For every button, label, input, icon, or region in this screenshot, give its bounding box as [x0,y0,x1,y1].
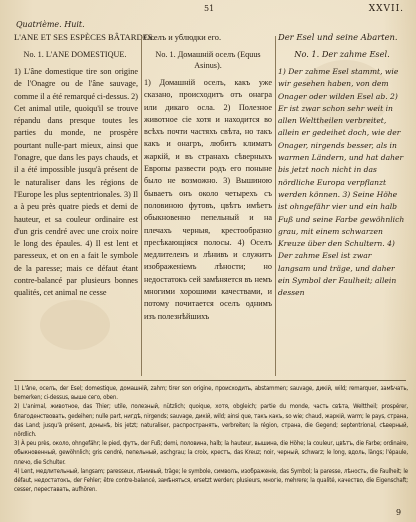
footnote-2: 2) L'animal, животное, das Thier; utile, полезный, nützlich; quoique, хотя, obgleich; partie du monde, часть свѣта, Welttheil; prospérer, благоденствовать, gedeihen; nulle part, нигдѣ, nirgends; sauvage, дикій, wild; ainsi que, такъ какъ, so wie; chaud, жаркій, warm; le pays, страна, das Land; jusqu'à présent, донынѣ, bis jetzt; naturaliser, распространять, verbreiten; la région, страна, die Gegend; septentrional, сѣверный, nördlich. [14,403,408,439]
page-number: 51 [204,4,215,13]
section-number: XXVII. [368,4,404,14]
footnote-3: 3) À peu près, около, ohngefähr; le pied, футъ, der Fuß; demi, половина, halb; la hauteur, вышина, die Höhe; la couleur, цвѣтъ, die Farbe; ordinaire, обыкновенный, gewöhnlich; gris cendré, пепельный, aschgrau; la croix, крестъ, das Kreuz; noir, черный, schwarz; le long, вдоль, längs; l'épaule, плечо, die Schulter. [14,440,408,466]
footnote-separator [14,380,406,381]
running-head: Quatrième. Huit. [16,20,85,29]
signature-mark: 9 [396,508,402,517]
french-column [14,32,155,378]
russian-subtitle: No. 1. Домашній оселъ (Equus Asinus). [155,50,261,70]
footnote-1: 1) L'âne, ocелъ, der Esel; domestique, домашній, zahm; tirer son origine, происходить, abstammen; sauvage, дикій, wild; remarquer, замѣчать, bemerken; ci-dessus, выше сего, oben. [14,385,408,402]
german-subtitle: No. 1. Der zahme Esel. [294,49,390,59]
french-body: 1) L'âne domestique tire son origine de l'Onagre ou de l'âne sauvage, comme il a été remarqué ci-dessus. 2) Cet animal utile, quoiqu'il se trouve répandu dans presque toutes les parties du monde, ne prospère pourtant nulle-part mieux, ainsi que l'onagre, que dans les pays chauds, et il a été impossible jusqu'à présent de le naturaliser dans les régions de l'Europe les plus septentrionales. 3) Il a à peu près quatre pieds et demi de hauteur, et sa couleur ordinaire est d'un gris cendré avec une croix noire le long des épaules. 4) Il est lent et paresseux, et on en a fait le symbole de la paresse; mais ce défaut étant contre-balancé par plusieurs bonnes qualités, cet animal ne cesse [14,67,138,298]
german-column [278,32,406,378]
french-subtitle: No. 1. L'ANE DOMESTIQUE. [23,50,127,59]
column-divider [141,36,142,376]
russian-title: Оселъ и ублюдки его. [144,33,222,42]
german-title: Der Esel und seine Abarten. [278,32,398,42]
column-divider [275,36,276,376]
russian-column [144,32,272,378]
footnote-4: 4) Lent, медлительный, langsam; paresseux, лѣнивый, träge; le symbole, символъ, изображеніе, das Symbol; la paresse, лѣность, die Faulheit; le défaut, недостатокъ, der Fehler; être contre-balancé, замѣняться, ersetzt werden; plusieurs, многіе, mehrere; la qualité, качество, die Eigenschaft; cesser, переставать, aufhören. [14,467,408,494]
french-title: L'ANE ET SES ESPÈCES BÂTARDES. [14,32,155,42]
footnotes [14,384,408,512]
russian-body: 1) Домашній оселъ, какъ уже сказано, происходитъ отъ онагра или дикаго осла. 2) Полезное животное сіе хотя и находится во всѣхъ почти частяхъ свѣта, но такъ какъ и онагръ, любитъ климатъ жаркій, и въ странахъ сѣверныхъ Европы развести родъ его поныне было не возможно. 3) Вышиною бываетъ онъ около четырехъ съ половиною футовъ, цвѣтъ имѣетъ обыкновенно пепельный и на плечахъ черныя, крестообразно пресѣкающіяся полосы. 4) Оселъ медлителенъ и лѣнивъ и служитъ изображеніемъ лѣности; но недостатокъ сей замѣняется въ немъ многими хорошими качествами, и потому почитается оселъ однимъ изъ полезнѣйшихъ [144,78,272,321]
german-body: 1) Der zahme Esel stammt, wie wir gesehen haben, von dem Onager oder wilden Esel ab. 2) Er ist zwar schon sehr weit in allen Welttheilen verbreitet, allein er gedeihet doch, wie der Onager, nirgends besser, als in warmen Ländern, und hat daher bis jetzt noch nicht in das nördliche Europa verpflanzt werden können. 3) Seine Höhe ist ohngefähr vier und ein halb Fuß und seine Farbe gewöhnlich grau, mit einem schwarzen Kreuze über den Schultern. 4) Der zahme Esel ist zwar langsam und träge, und daher ein Symbol der Faulheit; allein dessen [278,67,405,298]
